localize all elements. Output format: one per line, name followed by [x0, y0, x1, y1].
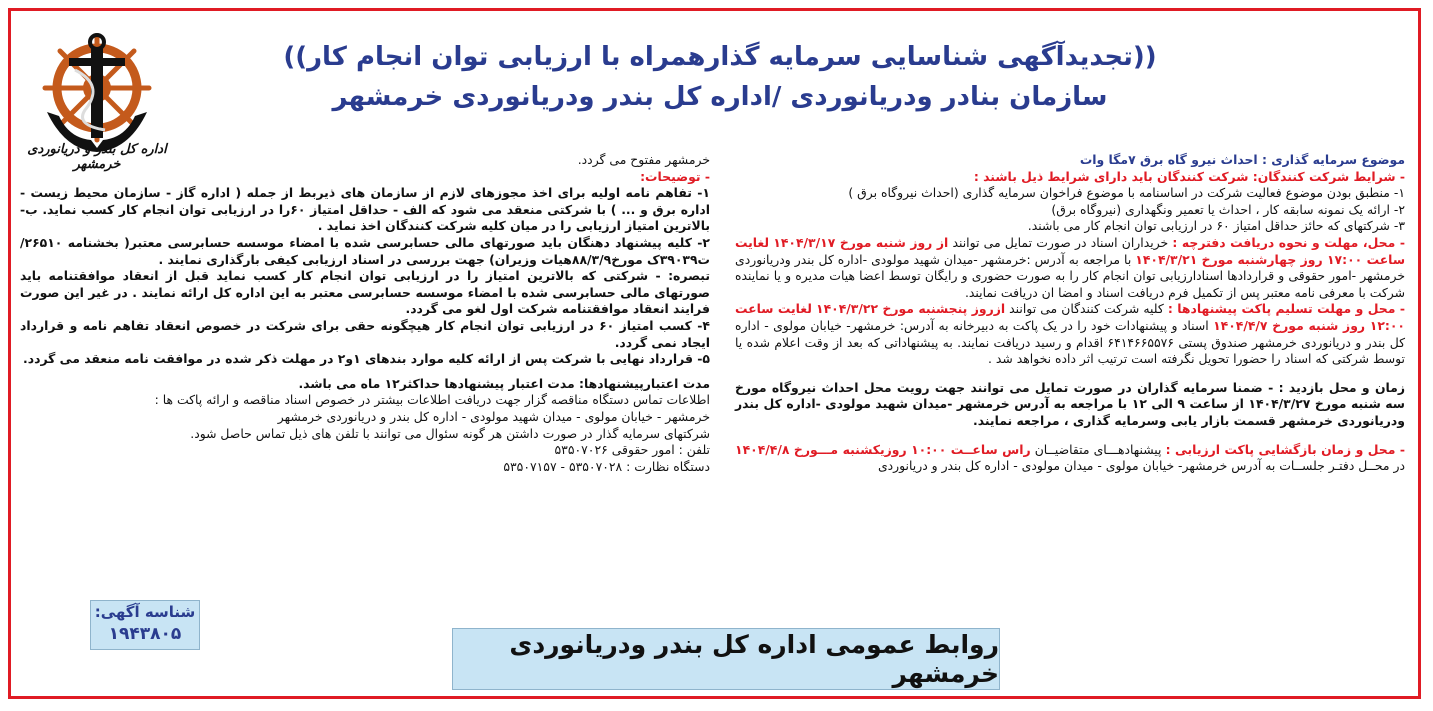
site-visit: زمان و محل بازدید : - ضمنا سرمایه گذاران در صورت تمایل می توانند جهت رویت محل احداث نیروگاه مورخ سه شنبه مورخ ۱۴۰۴/۳/۲۷ از ساعت ۹ الی ۱۲ با مراجعه به آدرس خرمشهر -میدان شهید مولودی -اداره کل بندر ودریانوردی خرمشهر قسمت بازار یابی وسرمایه گذاری ، مراجعه نمایند. [735, 379, 1405, 428]
note-item: ۴- کسب امتیاز ۶۰ در ارزیابی توان انجام کار هیچگونه حقی برای شرکت در خصوص انعقاد تفاهم نامه و قرارداد ایجاد نمی گردد. [20, 317, 710, 350]
opening-section [735, 442, 1405, 475]
logo-caption: اداره کل بندر و دریانوردی خرمشهر [27, 142, 167, 172]
submission-text: کلیه شرکت کنندگان می توانند [1005, 301, 1168, 317]
note-remark: تبصره: - شرکتی که بالاترین امتیاز را در ارزیابی توان انجام کار کسب نماید قبل از انعقاد موافقتنامه باید صورتهای مالی حسابرسی شده با امضاء موسسه حسابرسی معتبر به این اداره کل ارائه نمایند . در غیر این صورت فرایند انعقاد موافقتنامه شرکت اول لغو می گردد. [20, 268, 710, 317]
notice-subtitle: سازمان بنادر ودریانوردی /اداره کل بندر ودریانوردی خرمشهر [332, 82, 1108, 112]
condition-item: ۳- شرکتهای که حائز حداقل امتیاز ۶۰ در ارزیابی توان انجام کار می باشند. [1027, 218, 1405, 234]
document-end-date: لغایت ساعت ۱۷:۰۰ روز چهارشنبه مورخ ۱۴۰۴/۳/۲۱ [735, 234, 1406, 267]
left-intro: خرمشهر مفتوح می گردد. [577, 152, 710, 167]
validity-period: مدت اعتبارپیشنهادها: مدت اعتبار پیشنهادها حداکثر۱۲ ماه می باشد. [298, 375, 710, 391]
submission-heading: - محل و مهلت تسلیم پاکت پیشنهادها : [1167, 301, 1405, 317]
opening-details: در محــل دفتـر جلســات به آدرس خرمشهر- خیابان مولوی - میدان مولودی - اداره کل بندر و دریانوردی [877, 458, 1405, 474]
notes-heading: - توضیحات: [640, 168, 710, 184]
document-section [735, 235, 1405, 301]
document-heading: - محل، مهلت و نحوه دریافت دفترچه : [1172, 234, 1405, 250]
contact-note: شرکتهای سرمایه گذار در صورت داشتن هر گونه سئوال می توانند با تلفن های ذیل تماس حاصل شود. [190, 425, 710, 441]
document-text: خریداران اسناد در صورت تمایل می توانند [948, 234, 1173, 250]
conditions-heading: - شرایط شرکت کنندگان: شرکت کنندگان باید دارای شرایط ذیل باشند : [973, 168, 1405, 184]
document-start-date: از روز شنبه مورخ ۱۴۰۴/۳/۱۷ [773, 234, 949, 250]
note-item: ۲- کلیه پیشنهاد دهنگان باید صورتهای مالی حسابرسی شده با امضاء موسسه حسابرسی معتبر( بخشنامه ۲۶۵۱۰/ت۳۹۰۳۹ک مورخ۸۸/۳/۹هیات وزیران) جهت بررسی در اسناد ارزیابی کیفی بارگذاری نمایند . [20, 234, 710, 267]
condition-item: ۱- منطبق بودن موضوع فعالیت شرکت در اساسنامه با موضوع فراخوان سرمایه گذاری (احداث نیروگاه برق ) [848, 185, 1405, 201]
phone-legal: تلفن : امور حقوقی ۵۳۵۰۷۰۲۶ [554, 442, 710, 458]
document-details: با مراجعه به آدرس :خرمشهر -میدان شهید مولودی -اداره کل بندر ودریانوردی خرمشهر -امور حقوقی و قراردادها اسنادارزیابی توان انجام کار را به صورت حضوری و رایگان توسط اعضا هیات مدیره و یا نماینده شرکت با معرفی نامه معتبر پس از تکمیل فرم دریافت اسناد و امضا ان دریافت نمایند. [735, 251, 1405, 300]
investment-subject: موضوع سرمایه گذاری : احداث نیرو گاه برق ۷مگا وات [1079, 152, 1405, 167]
left-column [20, 152, 710, 475]
note-item: ۱- تفاهم نامه اولیه برای اخذ مجوزهای لازم از سازمان های ذیربط از جمله ( اداره گاز - سازمان محیط زیست - اداره برق و ... ) با شرکتی منعقد می شود که الف - حداقل امتیاز ۶۰را در ارزیابی توان انجام کار کسب نماید. ب- بالاترین امتیاز ارزیابی را در میان کلیه شرکت کنندگان اخذ نماید . [20, 185, 710, 234]
contact-address: خرمشهر - خیابان مولوی - میدان شهید مولودی - اداره کل بندر و دریانوردی خرمشهر [277, 408, 710, 424]
submission-details: اسناد و پیشنهادات خود را در یک پاکت به دبیرخانه به آدرس: خرمشهر- خیابان مولوی - اداره کل بندر و دریانوردی خرمشهر صندوق پستی ۶۴۱۴۶۶۵۵۷۶ اقدام و رسید دریافت نمایند. به پیشنهاداتی که بعد از وقت اعلام شده یا توسط شرکتی که اسناد را حضورا تحویل نگرفته است ترتیب اثر داده نخواهد شد . [735, 317, 1405, 367]
condition-item: ۲- ارائه یک نمونه سابقه کار ، احداث یا تعمیر ونگهداری (نیروگاه برق) [1051, 201, 1405, 217]
notice-title: ((تجدیدآگهی شناسایی سرمایه گذارهمراه با ارزیابی توان انجام کار)) [283, 42, 1157, 72]
submission-section [735, 301, 1405, 367]
opening-time: راس ساعــت ۱۰:۰۰ روزیکشنبه مـــورخ ۱۴۰۴/۴/۸ [735, 441, 1031, 457]
note-item: ۵- قرارداد نهایی با شرکت پس از ارائه کلیه موارد بندهای ۱و۲ در مهلت ذکر شده در موافقت نامه منعقد می گردد. [23, 351, 710, 367]
ad-id-label: شناسه آگهی: [94, 603, 196, 621]
phone-supervision: دستگاه نظارت : ۵۳۵۰۷۰۲۸ - ۵۳۵۰۷۱۵۷ [503, 458, 710, 474]
submission-start-date: ازروز پنجشنبه مورخ ۱۴۰۴/۳/۲۲ [816, 301, 1006, 317]
opening-heading: - محل و زمان بازگشایی پاکت ارزیابی : [1165, 441, 1406, 457]
ad-id-badge [90, 600, 200, 650]
opening-text: پیشنهادهـــای متقاضیــان [1030, 441, 1166, 457]
public-relations-footer [452, 628, 1000, 690]
contact-info: اطلاعات تماس دستگاه مناقصه گزار جهت دریافت اطلاعات بیشتر در خصوص اسناد مناقصه و ارائه پاکت ها : [154, 392, 710, 408]
right-column [735, 152, 1405, 475]
footer-text: روابط عمومی اداره کل بندر ودریانوردی خرمشهر [509, 630, 999, 688]
ad-id-number: ۱۹۴۳۸۰۵ [108, 624, 182, 644]
submission-end-date: لغایت ساعت ۱۲:۰۰ روز شنبه مورخ ۱۴۰۴/۴/۷ [735, 301, 1405, 333]
